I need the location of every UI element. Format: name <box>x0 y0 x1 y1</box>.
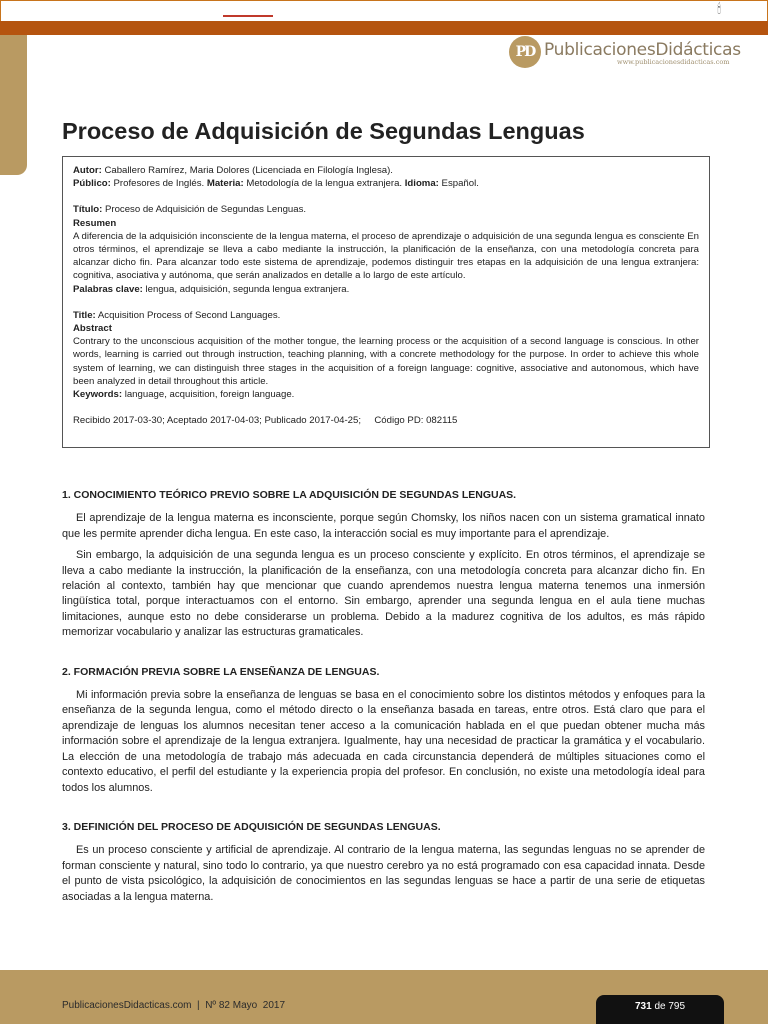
title-en-label: Title: <box>73 309 96 321</box>
abstract-heading <box>73 322 699 335</box>
publication-dates: Recibido 2017-03-30; Aceptado 2017-04-03; Publicado 2017-04-25; Código PD: 082115 <box>73 415 458 427</box>
page-current: 731 <box>634 1001 652 1012</box>
abstract-text: Contrary to the unconscious acquisition of the mother tongue, the learning process or the acquisition of a second language is conscious. In other words, learning is carried out through instruction, teaching planning, with a concrete methodology for the purpose. In order to achieve this whole system of learning, we can distinguish three stages in the acquisition of a foreign language: cognitive, associative and autonomous, which have been analyzed in detail throughout this article. <box>73 336 699 387</box>
section-1 <box>62 488 705 641</box>
keywords-label: Keywords: <box>73 389 123 401</box>
language-value: Español. <box>441 178 479 190</box>
titulo-label: Título: <box>73 204 103 216</box>
top-toolbar <box>0 0 768 21</box>
audience-line <box>73 177 699 190</box>
resumen-heading <box>73 217 699 230</box>
titulo-value: Proceso de Adquisición de Segundas Lenguas. <box>104 204 307 216</box>
paragraph: Sin embargo, la adquisición de una segunda lengua es un proceso consciente y explícito. En otros términos, el aprendizaje se lleva a cabo mediante la instrucción, la planificación de la enseñanza, con una metodología concreta para alcanzar dicho fin. En relación al contexto, también hay que mencionar que cuando aprendemos nuestra lengua materna tenemos una inmersión lingüística total, porque interactuamos con el entorno. Sin embargo, aprender una segunda lengua en el aula tiene muchas limitaciones, aunque esto no debe considerarse un problema. Debido a la madurez cognitiva de los adultos, es más rápido memorizar vocabulario y analizar las estructuras gramaticales. <box>62 549 705 639</box>
section-heading: 1. CONOCIMIENTO TEÓRICO PREVIO SOBRE LA ADQUISICIÓN DE SEGUNDAS LENGUAS. <box>62 489 517 501</box>
palabras-line <box>73 283 699 296</box>
publisher-logo <box>509 36 739 72</box>
logo-url: www.publicacionesdidacticas.com <box>617 58 730 66</box>
toolbar-tab-indicator[interactable] <box>223 15 273 17</box>
author-label: Autor: <box>73 165 102 176</box>
paragraph: Es un proceso consciente y artificial de aprendizaje. Al contrario de la lengua materna, las segundas lenguas no se aprender de forman consciente y natural, sino todo lo contrario, ya que nuestro cerebro ya no está programado con esa capacidad innata. Desde el punto de vista psicológico, la adquisición de conocimientos en las segundas lenguas se hace a partir de una serie de etiquetas asociadas a la lengua materna. <box>62 844 705 903</box>
subject-value: Metodología de la lengua extranjera. <box>246 178 403 190</box>
side-tab <box>0 35 27 175</box>
section-heading: 2. FORMACIÓN PREVIA SOBRE LA ENSEÑANZA DE LENGUAS. <box>62 665 380 678</box>
title-en-line <box>73 309 699 322</box>
resumen-text: A diferencia de la adquisición inconsciente de la lengua materna, el proceso de aprendizaje o adquisición de una segunda lengua es consciente En otros términos, el aprendizaje se lleva a cabo mediante la instrucción, la planificación de la enseñanza, con una metodología concreta para alcanzar dicho fin. Para alcanzar todo este sistema de aprendizaje, podemos distinguir tres etapas en la adquisición de una lengua extranjera: cognitiva, asociativa y autónoma, que serán analizados en detalle a lo largo de este artículo. <box>73 230 699 282</box>
article-body <box>62 488 705 929</box>
language-label: Idioma: <box>404 178 439 190</box>
title-en-value: Acquisition Process of Second Languages. <box>97 309 281 321</box>
subject-label: Materia: <box>206 178 244 190</box>
section-3 <box>62 820 705 905</box>
paragraph: Mi información previa sobre la enseñanza de lenguas se basa en el conocimiento sobre los distintos métodos y enfoques para la enseñanza de la segunda lengua, como el método directo o la enseñanza basada en tareas, entre otros. Está claro que para el aprendizaje de lenguas los alumnos necesitan tener acceso a la comunicación hablada en el que puedan obtener mucha más información sobre el aprendizaje de la lengua extranjera. Igualmente, hay una necesidad de practicar la gramática y el vocabulario. La elección de una metodología de trabajo más adecuada en cada circunstancia dependerá de múltiples situaciones como el contexto educativo, el perfil del estudiante y la experiencia propia del profesor. En conclusión, no existe una metodología ideal para todos los alumnos. <box>62 689 705 794</box>
header-band <box>0 21 768 35</box>
audience-value: Profesores de Inglés. <box>113 178 205 190</box>
author-value: Caballero Ramírez, Maria Dolores (Licenciada en Filología Inglesa). <box>104 165 393 176</box>
abstract-label: Abstract <box>73 323 112 335</box>
logo-name: PublicacionesDidácticas <box>544 40 741 60</box>
section-heading: 3. DEFINICIÓN DEL PROCESO DE ADQUISICIÓN DE SEGUNDAS LENGUAS. <box>62 820 441 833</box>
page-footer <box>0 970 768 1024</box>
lamp-icon[interactable]: 🕯 <box>717 2 721 17</box>
footer-text: PublicacionesDidacticas.com | Nº 82 Mayo 2017 <box>62 1000 286 1011</box>
keywords-line <box>73 388 699 401</box>
logo-mark: PD <box>509 36 541 68</box>
audience-label: Público: <box>73 178 111 190</box>
author-line <box>73 164 699 177</box>
paragraph: El aprendizaje de la lengua materna es inconsciente, porque según Chomsky, los niños nacen con un sistema gramatical innato que les permite aprender dicha lengua. En este caso, la interacción social es muy importante para el aprendizaje. <box>62 512 705 540</box>
page-number-box <box>596 995 724 1024</box>
section-2 <box>62 665 705 796</box>
article-title: Proceso de Adquisición de Segundas Lenguas <box>62 118 585 144</box>
resumen-label: Resumen <box>73 217 117 229</box>
page-total: de 795 <box>654 1001 686 1012</box>
keywords-value: language, acquisition, foreign language. <box>124 389 295 401</box>
palabras-value: lengua, adquisición, segunda lengua extranjera. <box>145 283 350 295</box>
palabras-label: Palabras clave: <box>73 283 143 295</box>
abstract-box <box>62 156 710 448</box>
titulo-line <box>73 203 699 216</box>
